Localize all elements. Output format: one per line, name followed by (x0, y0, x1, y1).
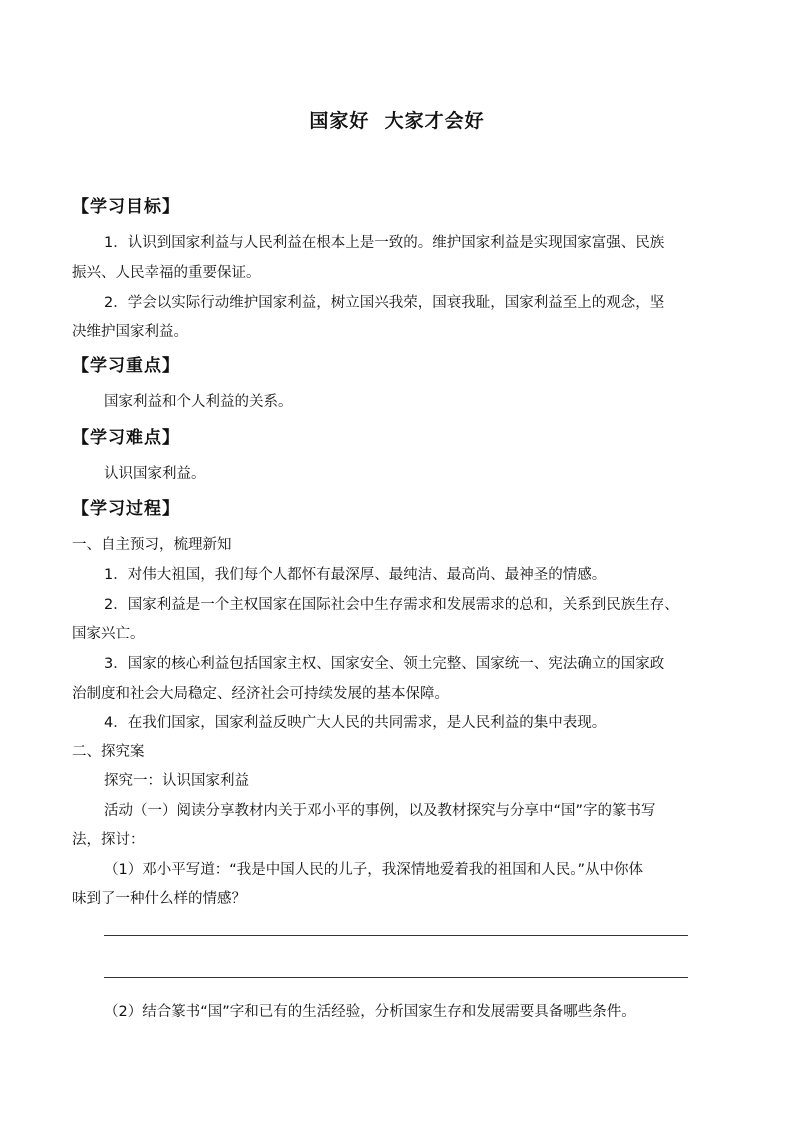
answer-blank-line-1 (104, 935, 688, 936)
process-subheading-inquiry: 二、探究案 (72, 744, 145, 760)
process-item-2b: 国家兴亡。 (72, 626, 145, 642)
process-item-4: 4．在我们国家，国家利益反映广大人民的共同需求，是人民利益的集中表现。 (104, 715, 607, 731)
activity-one-line-a: 活动（一）阅读分享教材内关于邓小平的事例，以及教材探究与分享中“国”字的篆书写 (104, 803, 656, 819)
document-title: 国家好 大家才会好 (309, 110, 485, 132)
process-item-2a: 2．国家利益是一个主权国家在国际社会中生存需求和发展需求的总和，关系到民族生存、 (104, 597, 679, 613)
question-one-line-b: 味到了一种什么样的情感？ (72, 891, 246, 907)
process-item-1: 1．对伟大祖国，我们每个人都怀有最深厚、最纯洁、最高尚、最神圣的情感。 (104, 567, 607, 583)
activity-one-line-b: 法，探讨： (72, 832, 145, 848)
objective-line-2a: 2．学会以实际行动维护国家利益，树立国兴我荣，国衰我耻，国家利益至上的观念，坚 (104, 295, 665, 311)
objective-line-1b: 振兴、人民幸福的重要保证。 (72, 265, 261, 281)
key-point-line: 国家利益和个人利益的关系。 (104, 394, 293, 410)
process-item-3b: 治制度和社会大局稳定、经济社会可持续发展的基本保障。 (72, 686, 449, 702)
question-two-line: （2）结合篆书“国”字和已有的生活经验，分析国家生存和发展需要具备哪些条件。 (104, 1004, 636, 1020)
process-item-3a: 3．国家的核心利益包括国家主权、国家安全、领土完整、国家统一、宪法确立的国家政 (104, 656, 665, 672)
objective-line-1a: 1．认识到国家利益与人民利益在根本上是一致的。维护国家利益是实现国家富强、民族 (104, 235, 665, 251)
inquiry-one-title: 探究一：认识国家利益 (104, 773, 249, 789)
answer-blank-line-2 (104, 977, 688, 978)
section-heading-key-points: 【学习重点】 (72, 356, 180, 376)
section-heading-objectives: 【学习目标】 (72, 197, 180, 217)
objective-line-2b: 决维护国家利益。 (72, 324, 188, 340)
difficulty-line: 认识国家利益。 (104, 466, 206, 482)
section-heading-process: 【学习过程】 (72, 499, 180, 519)
question-one-line-a: （1）邓小平写道：“我是中国人民的儿子，我深情地爱着我的祖国和人民。”从中你体 (104, 862, 643, 878)
process-subheading-preview: 一、自主预习，梳理新知 (72, 537, 232, 553)
section-heading-difficulties: 【学习难点】 (72, 428, 180, 448)
